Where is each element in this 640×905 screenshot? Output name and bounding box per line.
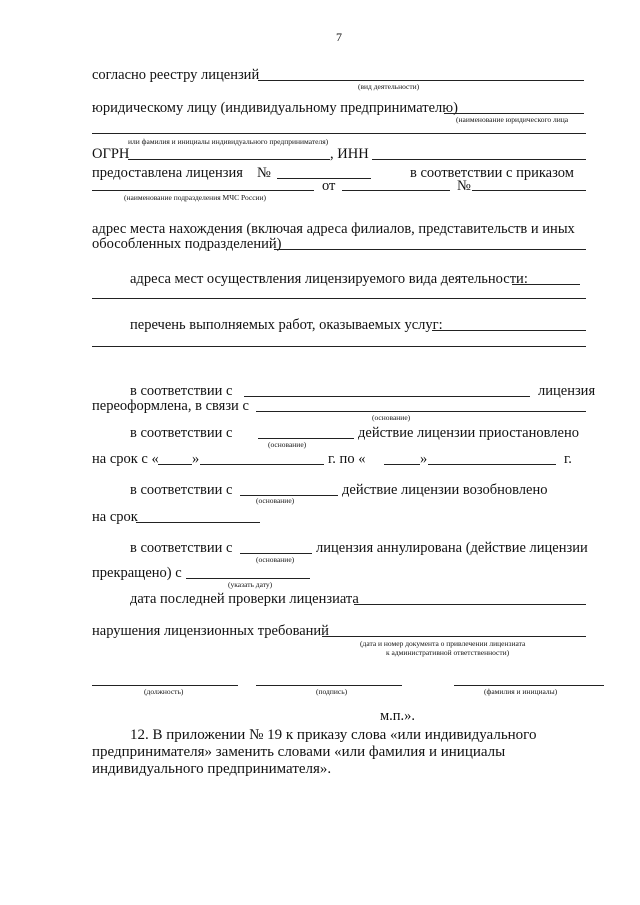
text-according-4: в соответствии с xyxy=(130,540,233,556)
blank-line xyxy=(432,330,586,331)
text-term-from: на срок с « xyxy=(92,451,159,467)
blank-line xyxy=(244,396,530,397)
text-year: г. xyxy=(564,451,572,467)
caption-basis-4: (основание) xyxy=(256,555,295,564)
caption-basis-2: (основание) xyxy=(268,440,307,449)
blank-line xyxy=(92,346,586,347)
blank-line xyxy=(200,464,324,465)
blank-line xyxy=(342,190,450,191)
text-number-sign-2: № xyxy=(457,178,471,194)
text-ogrn: ОГРН xyxy=(92,146,130,162)
blank-line xyxy=(384,464,420,465)
paragraph-12-line-3: индивидуального предпринимателя». xyxy=(92,761,332,777)
blank-line xyxy=(186,578,310,579)
text-registry: согласно реестру лицензий xyxy=(92,67,260,83)
text-legal-entity: юридическому лицу (индивидуальному предпринимателю) xyxy=(92,100,458,116)
text-address: адрес места нахождения (включая адреса филиалов, представительств и иных xyxy=(92,221,575,237)
text-last-inspection: дата последней проверки лицензиата xyxy=(130,591,359,607)
caption-legal-name: (наименование юридического лица xyxy=(456,115,569,124)
signature-line-sign xyxy=(256,685,402,686)
blank-line xyxy=(240,553,312,554)
blank-line xyxy=(158,464,192,465)
text-works-list: перечень выполняемых работ, оказываемых услуг: xyxy=(130,317,443,333)
text-year-to: г. по « xyxy=(328,451,366,467)
caption-liability: к административной ответственности) xyxy=(386,648,510,657)
caption-date: (указать дату) xyxy=(228,580,273,589)
text-quote-close-1: » xyxy=(192,451,200,467)
blank-line xyxy=(372,159,586,160)
text-from: от xyxy=(322,178,336,194)
text-according-3: в соответствии с xyxy=(130,482,233,498)
blank-line xyxy=(136,522,260,523)
blank-line xyxy=(428,464,556,465)
caption-position: (должность) xyxy=(144,687,184,696)
blank-line xyxy=(128,159,330,160)
text-violations: нарушения лицензионных требований xyxy=(92,623,329,639)
text-per-order: в соответствии с приказом xyxy=(410,165,574,181)
signature-line-position xyxy=(92,685,238,686)
text-stamp-place: м.п.». xyxy=(380,708,416,724)
text-suspended: действие лицензии приостановлено xyxy=(358,425,579,441)
text-term: на срок xyxy=(92,509,138,525)
text-inn: , ИНН xyxy=(330,146,369,162)
caption-basis-1: (основание) xyxy=(372,413,411,422)
blank-line xyxy=(354,604,586,605)
paragraph-12-line-2: предпринимателя» заменить словами «или фамилия и инициалы xyxy=(92,744,506,760)
text-activity-addresses: адреса мест осуществления лицензируемого вида деятельности: xyxy=(130,271,528,287)
blank-line xyxy=(472,190,586,191)
caption-document: (дата и номер документа о привлечении лицензиата xyxy=(360,639,526,648)
signature-line-name xyxy=(454,685,604,686)
caption-activity: (вид деятельности) xyxy=(358,82,420,91)
blank-line xyxy=(322,636,586,637)
text-annulled: лицензия аннулирована (действие лицензии xyxy=(316,540,588,556)
page-number: 7 xyxy=(336,30,342,44)
caption-entrepreneur: или фамилия и инициалы индивидуального предпринимателя) xyxy=(128,137,329,146)
text-quote-close-2: » xyxy=(420,451,428,467)
caption-mchs-unit: (наименование подразделения МЧС России) xyxy=(124,193,267,202)
blank-line xyxy=(92,133,586,134)
blank-line xyxy=(92,190,314,191)
blank-line xyxy=(256,411,586,412)
blank-line xyxy=(92,298,586,299)
caption-basis-3: (основание) xyxy=(256,496,295,505)
text-resumed: действие лицензии возобновлено xyxy=(342,482,548,498)
blank-line xyxy=(512,284,580,285)
text-license-word: лицензия xyxy=(538,383,596,399)
blank-line xyxy=(258,80,584,81)
text-subdivisions: обособленных подразделений) xyxy=(92,236,282,252)
text-according-2: в соответствии с xyxy=(130,425,233,441)
text-according-1: в соответствии с xyxy=(130,383,233,399)
blank-line xyxy=(274,249,586,250)
text-terminated: прекращено) с xyxy=(92,565,182,581)
blank-line xyxy=(258,438,354,439)
paragraph-12-line-1: 12. В приложении № 19 к приказу слова «или индивидуального xyxy=(130,727,537,743)
text-reissued: переоформлена, в связи с xyxy=(92,398,249,414)
caption-signature: (подпись) xyxy=(316,687,348,696)
blank-line xyxy=(444,113,584,114)
caption-full-name: (фамилия и инициалы) xyxy=(484,687,558,696)
text-number-sign: № xyxy=(257,165,271,181)
text-license-granted: предоставлена лицензия xyxy=(92,165,243,181)
